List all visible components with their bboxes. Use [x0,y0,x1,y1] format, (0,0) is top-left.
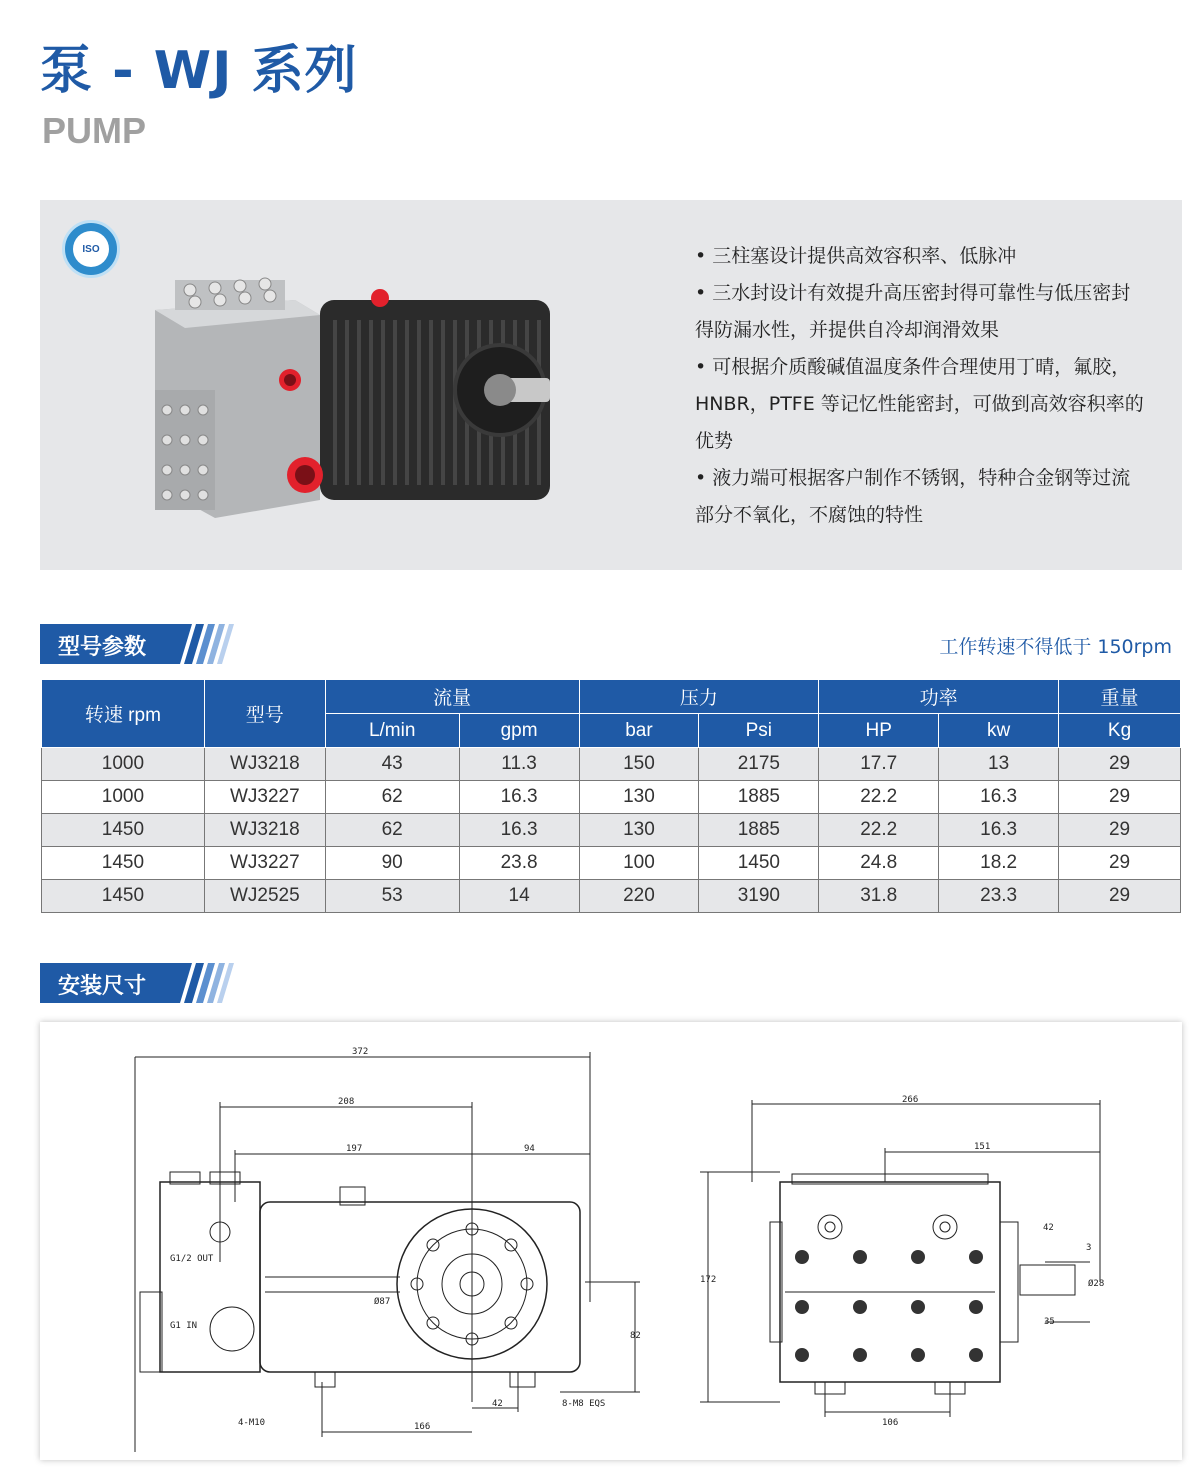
table-row [42,847,1181,880]
section-tab-dimensions [40,963,220,1003]
dim-94: 94 [524,1144,535,1154]
table-cell: 16.3 [939,781,1059,814]
table-cell: 3190 [699,880,819,913]
dim-106: 106 [882,1418,899,1428]
table-cell: 22.2 [819,781,939,814]
feature-item: • 液力端可根据客户制作不锈钢，特种合金钢等过流部分不氧化，不腐蚀的特性 [695,467,1131,526]
table-cell: 1450 [699,847,819,880]
col-header-pressure: 压力 [579,680,819,714]
feature-item: • 三柱塞设计提供高效容积率、低脉冲 [695,245,1017,267]
table-cell: 1450 [42,880,205,913]
col-header-model: 型号 [204,680,325,748]
dim-197: 197 [346,1144,363,1154]
section-title-dimensions: 安装尺寸 [58,974,147,999]
dim-151: 151 [974,1142,991,1152]
page-subtitle: PUMP [42,110,147,151]
table-cell: 2175 [699,748,819,781]
col-header-flow: 流量 [325,680,579,714]
table-cell: 53 [325,880,459,913]
front-view-labels [700,1095,1104,1428]
dim-166: 166 [414,1422,431,1432]
table-cell: 43 [325,748,459,781]
table-cell: 1450 [42,847,205,880]
spec-table [41,679,1181,913]
dim-42-front: 42 [1043,1223,1054,1233]
table-cell: 1000 [42,748,205,781]
table-cell: 29 [1059,847,1181,880]
table-row [42,781,1181,814]
table-cell: WJ3218 [204,748,325,781]
table-cell: 90 [325,847,459,880]
dim-172: 172 [700,1275,717,1285]
feature-item: • 可根据介质酸碱值温度条件合理使用丁晴，氟胶，HNBR，PTFE 等记忆性能密封，可做到高效容积率的优势 [695,356,1144,452]
table-cell: 130 [579,814,699,847]
table-cell: 1885 [699,814,819,847]
unit-header: L/min [325,714,459,748]
label-4-m10: 4-M10 [238,1418,266,1428]
stripes-decoration [178,624,260,664]
unit-header: Psi [699,714,819,748]
section-title-specs: 型号参数 [58,635,147,660]
table-cell: 16.3 [459,781,579,814]
speed-note: 工作转速不得低于 150rpm [939,636,1172,658]
table-cell: 1000 [42,781,205,814]
section-tab-specs [40,624,220,664]
table-cell: 1450 [42,814,205,847]
table-cell: 18.2 [939,847,1059,880]
table-cell: 100 [579,847,699,880]
product-panel [40,200,1182,570]
table-cell: 17.7 [819,748,939,781]
side-view-labels [170,1047,641,1432]
table-row [42,880,1181,913]
label-inlet: G1 IN [170,1321,198,1331]
unit-header: Kg [1059,714,1181,748]
dim-diameter-87: Ø87 [374,1297,391,1307]
table-cell: WJ2525 [204,880,325,913]
pump-photo [155,270,555,535]
dim-372: 372 [352,1047,369,1057]
table-cell: 16.3 [459,814,579,847]
table-cell: WJ3218 [204,814,325,847]
table-cell: 13 [939,748,1059,781]
table-cell: 29 [1059,880,1181,913]
unit-header: bar [579,714,699,748]
table-row [42,814,1181,847]
unit-header: HP [819,714,939,748]
dim-diameter-28: Ø28 [1088,1279,1105,1289]
dim-35: 35 [1044,1317,1055,1327]
table-cell: 62 [325,814,459,847]
table-cell: 31.8 [819,880,939,913]
front-view-bolts [795,1250,983,1362]
iso-certified-icon [62,220,120,278]
table-cell: 22.2 [819,814,939,847]
unit-header: gpm [459,714,579,748]
stripes-decoration [178,963,260,1003]
table-cell: 1885 [699,781,819,814]
spec-table-body [42,748,1181,913]
label-8-m8: 8-M8 EQS [562,1399,606,1409]
table-cell: 11.3 [459,748,579,781]
front-view-drawing [700,1100,1100,1460]
table-cell: 130 [579,781,699,814]
table-cell: WJ3227 [204,847,325,880]
label-outlet: G1/2 OUT [170,1254,214,1264]
col-header-speed: 转速 rpm [42,680,205,748]
table-cell: 29 [1059,814,1181,847]
side-view-drawing [135,1052,640,1452]
dimension-drawing [40,1022,1182,1460]
table-cell: 220 [579,880,699,913]
unit-header: kw [939,714,1059,748]
table-cell: 150 [579,748,699,781]
table-cell: 16.3 [939,814,1059,847]
iso-badge-text: ISO [82,243,100,255]
table-cell: 23.3 [939,880,1059,913]
dim-266: 266 [902,1095,919,1105]
col-header-power: 功率 [819,680,1059,714]
table-cell: 24.8 [819,847,939,880]
table-cell: 29 [1059,781,1181,814]
dim-82: 82 [630,1331,641,1341]
dim-3: 3 [1086,1243,1092,1253]
table-cell: WJ3227 [204,781,325,814]
table-row [42,748,1181,781]
dimension-drawing-panel [40,1022,1182,1460]
dim-42-side: 42 [492,1399,503,1409]
table-cell: 23.8 [459,847,579,880]
feature-item: • 三水封设计有效提升高压密封得可靠性与低压密封得防漏水性，并提供自冷却润滑效果 [695,282,1131,341]
col-header-weight: 重量 [1059,680,1181,714]
feature-list [695,238,1145,534]
page-title: 泵 - WJ 系列 [40,41,358,101]
dim-208: 208 [338,1097,355,1107]
table-cell: 14 [459,880,579,913]
table-cell: 29 [1059,748,1181,781]
table-cell: 62 [325,781,459,814]
